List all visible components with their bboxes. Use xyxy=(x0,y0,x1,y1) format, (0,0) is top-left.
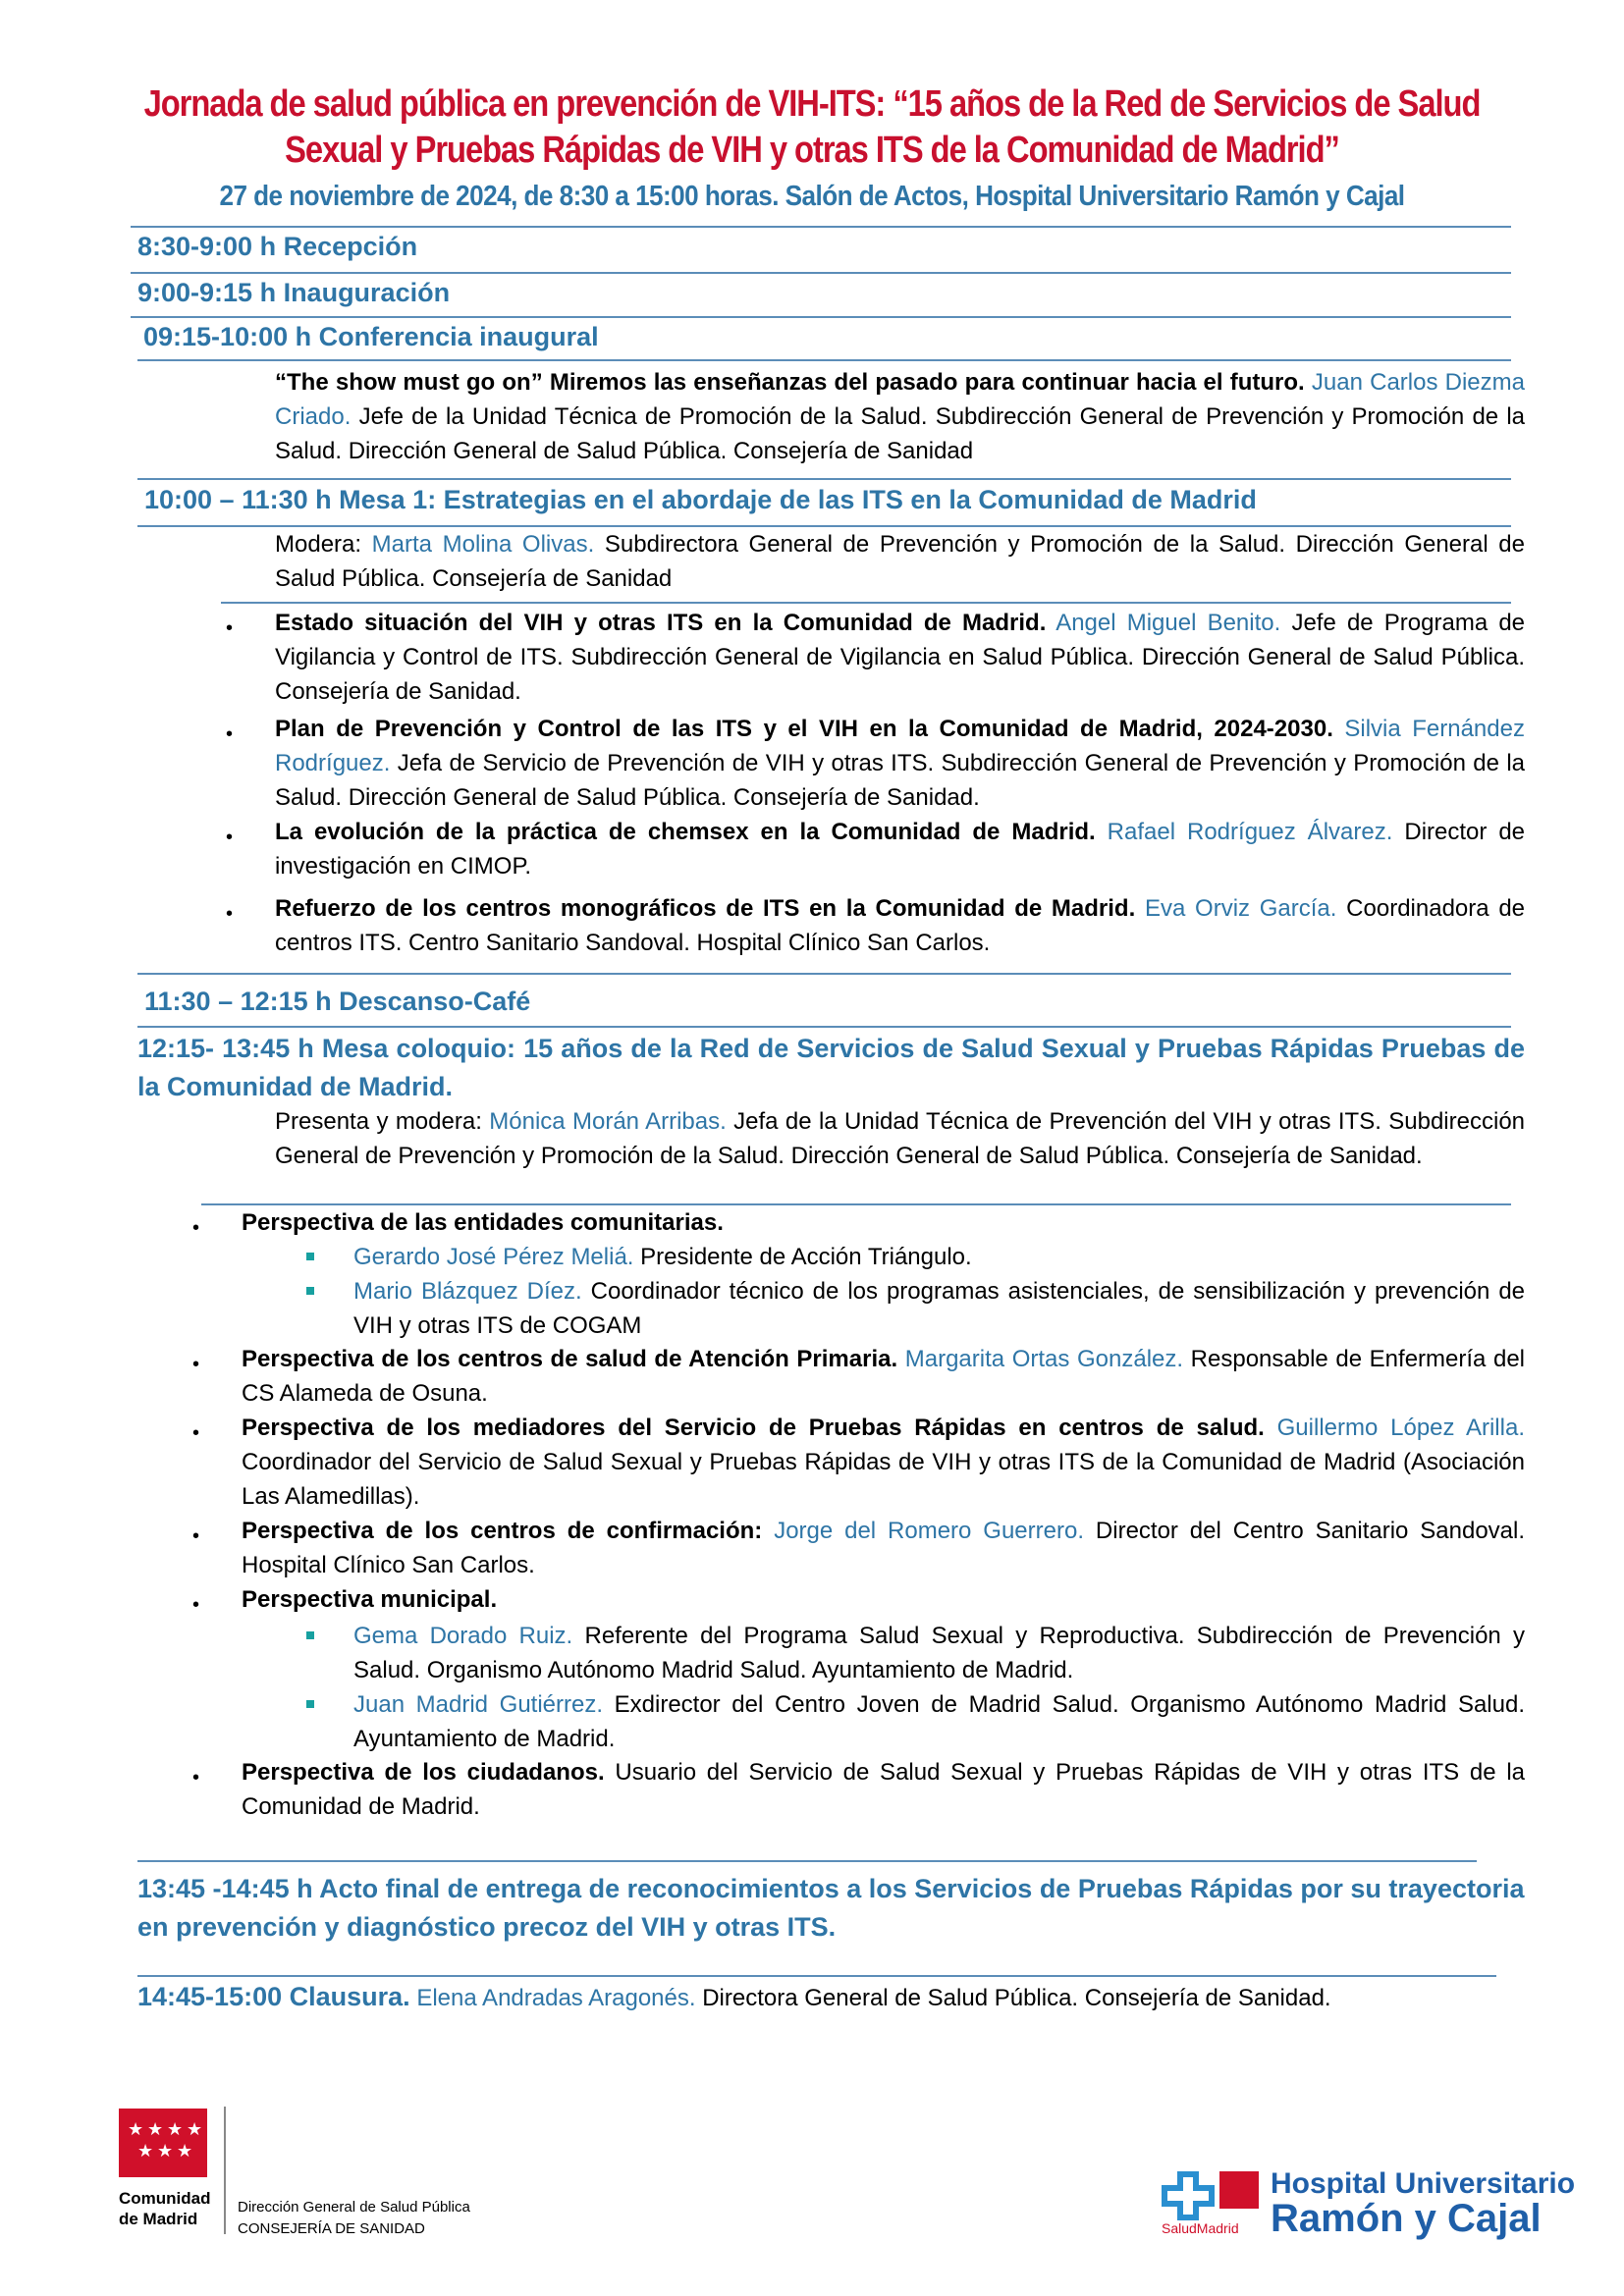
perspective-title: Perspectiva de los centros de confirmación: xyxy=(242,1518,763,1544)
hospital-name-line2: Ramón y Cajal xyxy=(1271,2197,1542,2240)
speaker-role: Director de investigación en CIMOP. xyxy=(275,819,1526,880)
saludmadrid-label: SaludMadrid xyxy=(1162,2220,1239,2236)
talk-title: Refuerzo de los centros monográficos de ITS en la Comunidad de Madrid. xyxy=(275,895,1136,922)
section-inauguracion: 9:00-9:15 h Inauguración xyxy=(137,278,451,307)
speaker-role: Coordinador del Servicio de Salud Sexual y Pruebas Rápidas de VIH y otras ITS de la Comunidad de Madrid (Asociación Las Alamedillas). xyxy=(242,1449,1525,1510)
rule xyxy=(137,1026,1511,1028)
star-icon: ★ xyxy=(128,2119,144,2139)
speaker-name: Margarita Ortas González. xyxy=(904,1346,1184,1372)
talk-title: Estado situación del VIH y otras ITS en la Comunidad de Madrid. xyxy=(275,610,1047,636)
logo-divider xyxy=(224,2107,226,2234)
section-acto: 13:45 -14:45 h Acto final de entrega de reconocimientos a los Servicios de Pruebas Rápidas por su trayectoria en prevención y diagnóstico precoz del VIH y otras ITS. xyxy=(137,1874,1525,1942)
talk-title: Plan de Prevención y Control de las ITS y el VIH en la Comunidad de Madrid, 2024-2030. xyxy=(275,716,1333,742)
coloquio-moderator xyxy=(275,1104,1525,1173)
speaker-name: Mario Blázquez Díez. xyxy=(353,1278,582,1305)
rule xyxy=(137,973,1511,975)
mesa1-moderator xyxy=(275,527,1525,596)
star-icon: ★ xyxy=(177,2141,193,2161)
rule xyxy=(137,1975,1496,1977)
section-descanso: 11:30 – 12:15 h Descanso-Café xyxy=(144,987,531,1016)
moderator-role: Subdirectora General de Prevención y Promoción de la Salud. Dirección General de Salud Pública. Consejería de Sanidad xyxy=(275,531,1526,592)
rule xyxy=(131,316,1511,318)
speaker-role: Jefe de Programa de Vigilancia y Control de ITS. Subdirección General de Vigilancia en Salud Pública. Dirección General de Salud Pública. Consejería de Sanidad. xyxy=(275,610,1526,705)
speaker-role: Coordinadora de centros ITS. Centro Sanitario Sandoval. Hospital Clínico San Carlos. xyxy=(275,895,1526,956)
speaker-role: Director del Centro Sanitario Sandoval. Hospital Clínico San Carlos. xyxy=(242,1518,1526,1578)
coloquio-item xyxy=(242,1411,1525,1514)
speaker-role: Responsable de Enfermería del CS Alameda de Osuna. xyxy=(242,1346,1526,1407)
square-bullet-icon xyxy=(306,1700,314,1708)
square-bullet-icon xyxy=(306,1253,314,1260)
speaker-role: Referente del Programa Salud Sexual y Reproductiva. Subdirección de Prevención y Salud. Organismo Autónomo Madrid Salud. Ayuntamiento de Madrid. xyxy=(353,1623,1526,1683)
section-clausura: 14:45-15:00 Clausura. xyxy=(137,1982,410,2011)
presenta-label: Presenta y modera: xyxy=(275,1108,482,1135)
bullet-icon: • xyxy=(192,1594,200,1616)
rule xyxy=(221,602,1511,604)
bullet-icon: • xyxy=(226,723,234,745)
logo-text: de Madrid xyxy=(119,2210,198,2228)
modera-label: Modera: xyxy=(275,531,362,558)
rule xyxy=(137,1860,1477,1862)
speaker-name: Guillermo López Arilla. xyxy=(1276,1415,1525,1441)
perspective-title: Perspectiva municipal. xyxy=(242,1586,498,1613)
coloquio-item xyxy=(242,1342,1525,1411)
flag-block xyxy=(1219,2171,1259,2209)
speaker-name: Jorge del Romero Guerrero. xyxy=(774,1518,1084,1544)
speaker-role: Presidente de Acción Triángulo. xyxy=(640,1244,972,1270)
speaker-name: Juan Madrid Gutiérrez. xyxy=(353,1691,604,1718)
star-icon: ★ xyxy=(167,2119,184,2139)
cross-icon xyxy=(1162,2171,1215,2220)
section-mesa1: 10:00 – 11:30 h Mesa 1: Estrategias en el abordaje de las ITS en la Comunidad de Madrid xyxy=(144,485,1257,514)
bullet-icon: • xyxy=(192,1525,200,1547)
bullet-icon: • xyxy=(226,903,234,925)
consejeria-name: CONSEJERÍA DE SANIDAD xyxy=(238,2220,425,2237)
bullet-icon: • xyxy=(192,1422,200,1444)
coloquio-subitem xyxy=(353,1240,1525,1274)
speaker-name: Rafael Rodríguez Álvarez. xyxy=(1107,819,1393,845)
perspective-title: Perspectiva de los centros de salud de Atención Primaria. xyxy=(242,1346,898,1372)
speaker-role: Exdirector del Centro Joven de Madrid Salud. Organismo Autónomo Madrid Salud. Ayuntamiento de Madrid. xyxy=(353,1691,1525,1752)
moderator-name: Mónica Morán Arribas. xyxy=(489,1108,727,1135)
title-line-2: Sexual y Pruebas Rápidas de VIH y otras ITS de la Comunidad de Madrid” xyxy=(285,130,1339,171)
event-date-venue: 27 de noviembre de 2024, de 8:30 a 15:00 horas. Salón de Actos, Hospital Universitario Ramón y Cajal xyxy=(219,181,1405,212)
moderator-role: Jefa de la Unidad Técnica de Prevención del VIH y otras ITS. Subdirección General de Prevención y Promoción de la Salud. Dirección General de Salud Pública. Consejería de Sanidad. xyxy=(275,1108,1526,1169)
speaker-name: Juan Carlos Diezma Criado. xyxy=(275,369,1525,430)
speaker-role: Jefa de Servicio de Prevención de VIH y otras ITS. Subdirección General de Prevención y Promoción de la Salud. Dirección General de Salud Pública. Consejería de Sanidad. xyxy=(275,750,1525,811)
rule xyxy=(131,226,1511,228)
talk-title: La evolución de la práctica de chemsex en la Comunidad de Madrid. xyxy=(275,819,1096,845)
bullet-icon: • xyxy=(226,617,234,639)
speaker-role: Jefe de la Unidad Técnica de Promoción de la Salud. Subdirección General de Prevención y Promoción de la Salud. Dirección General de Salud Pública. Consejería de Sanidad xyxy=(275,403,1526,464)
perspective-title: Perspectiva de los ciudadanos. xyxy=(242,1759,605,1786)
speaker-role: Directora General de Salud Pública. Consejería de Sanidad. xyxy=(702,1985,1331,2011)
speaker-name: Eva Orviz García. xyxy=(1144,895,1337,922)
square-bullet-icon xyxy=(306,1631,314,1639)
hospital-name-line1: Hospital Universitario xyxy=(1271,2167,1576,2200)
speaker-name: Gerardo José Pérez Meliá. xyxy=(353,1244,634,1270)
bullet-icon: • xyxy=(192,1767,200,1789)
mesa1-item xyxy=(275,712,1525,815)
coloquio-subitem xyxy=(353,1687,1525,1756)
star-icon: ★ xyxy=(187,2119,203,2139)
square-bullet-icon xyxy=(306,1287,314,1295)
perspective-title: Perspectiva de los mediadores del Servicio de Pruebas Rápidas en centros de salud. xyxy=(242,1415,1265,1441)
rule xyxy=(137,478,1511,480)
coloquio-item xyxy=(242,1755,1525,1824)
mesa1-item xyxy=(275,606,1525,709)
rule xyxy=(131,272,1511,274)
conferencia-entry xyxy=(275,365,1525,468)
title-line-1: Jornada de salud pública en prevención de VIH-ITS: “15 años de la Red de Servicios de Salud xyxy=(143,83,1481,125)
section-conferencia: 09:15-10:00 h Conferencia inaugural xyxy=(143,322,599,351)
mesa1-item xyxy=(275,891,1525,960)
coloquio-subitem xyxy=(353,1619,1525,1687)
clausura-entry xyxy=(137,1980,1525,2015)
rule xyxy=(137,359,1511,361)
coloquio-item xyxy=(242,1582,1525,1617)
star-icon: ★ xyxy=(137,2141,154,2161)
conferencia-title: “The show must go on” Miremos las enseñanzas del pasado para continuar hacia el futuro. xyxy=(275,369,1305,396)
bullet-icon: • xyxy=(192,1354,200,1375)
speaker-name: Gema Dorado Ruiz. xyxy=(353,1623,573,1649)
logo-text: Comunidad xyxy=(119,2189,211,2208)
speaker-name: Angel Miguel Benito. xyxy=(1056,610,1281,636)
coloquio-item xyxy=(242,1205,1525,1240)
speaker-name: Silvia Fernández Rodríguez. xyxy=(275,716,1525,776)
section-coloquio: 12:15- 13:45 h Mesa coloquio: 15 años de la Red de Servicios de Salud Sexual y Pruebas Rápidas Pruebas de la Comunidad de Madrid. xyxy=(137,1034,1525,1101)
perspective-title: Perspectiva de las entidades comunitarias. xyxy=(242,1209,724,1236)
mesa1-item xyxy=(275,815,1525,883)
coloquio-subitem xyxy=(353,1274,1525,1343)
speaker-name: Elena Andradas Aragonés. xyxy=(416,1985,696,2011)
star-icon: ★ xyxy=(157,2141,174,2161)
moderator-name: Marta Molina Olivas. xyxy=(371,531,595,558)
speaker-role: Coordinador técnico de los programas asistenciales, de sensibilización y prevención de VIH y otras ITS de COGAM xyxy=(353,1278,1526,1339)
star-icon: ★ xyxy=(147,2119,164,2139)
section-recepcion: 8:30-9:00 h Recepción xyxy=(137,232,418,261)
bullet-icon: • xyxy=(192,1217,200,1239)
bullet-icon: • xyxy=(226,827,234,848)
dg-name: Dirección General de Salud Pública xyxy=(238,2199,470,2216)
coloquio-item xyxy=(242,1514,1525,1582)
speaker-role: Usuario del Servicio de Salud Sexual y Pruebas Rápidas de VIH y otras ITS de la Comunidad de Madrid. xyxy=(242,1759,1526,1820)
